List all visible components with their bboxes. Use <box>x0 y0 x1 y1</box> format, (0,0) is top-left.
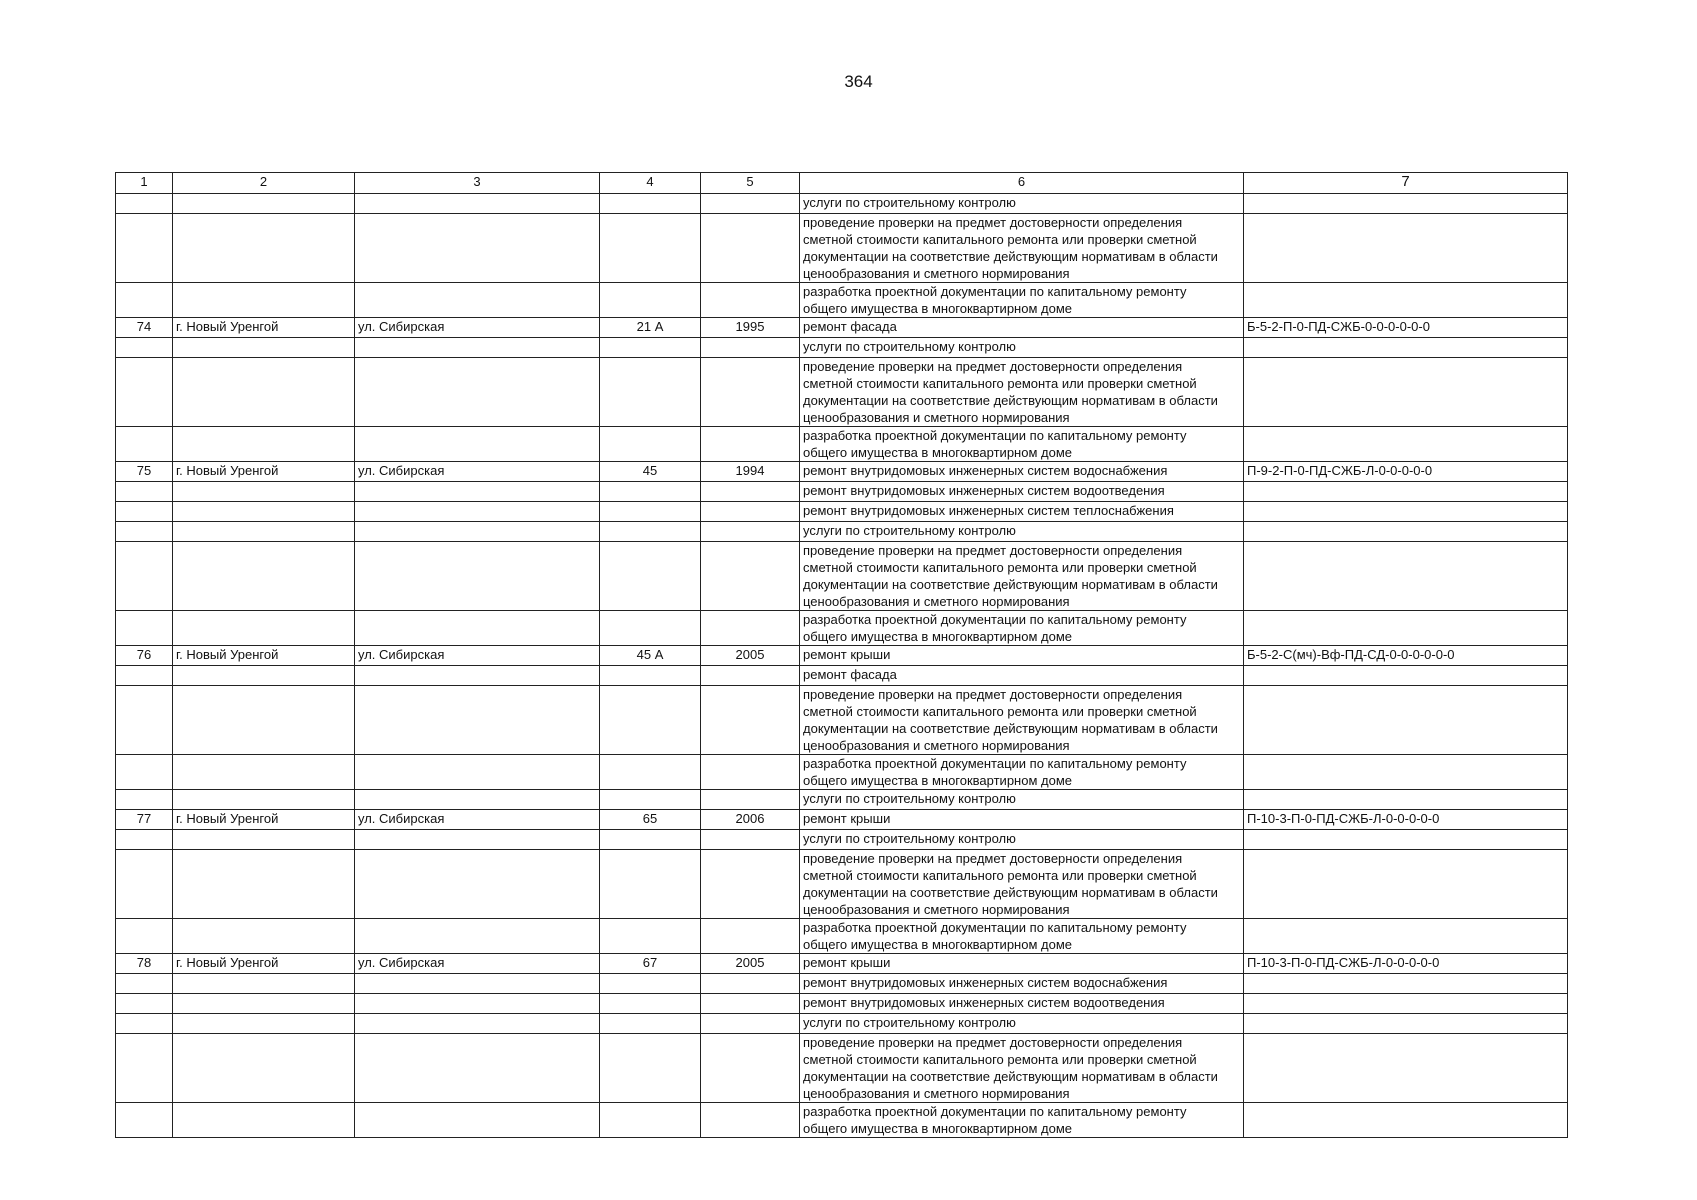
cell-year <box>701 994 800 1014</box>
table-row <box>116 502 1568 522</box>
cell-work-type: разработка проектной документации по капитальному ремонту общего имущества в многоквартирном доме <box>800 283 1244 318</box>
cell-street: ул. Сибирская <box>355 462 600 482</box>
cell-code <box>1244 850 1568 919</box>
cell-street <box>355 686 600 755</box>
cell-work-type: услуги по строительному контролю <box>800 338 1244 358</box>
cell-work-type: ремонт внутридомовых инженерных систем водоснабжения <box>800 462 1244 482</box>
table-row <box>116 974 1568 994</box>
cell-year <box>701 522 800 542</box>
cell-city <box>173 850 355 919</box>
cell-number <box>116 283 173 318</box>
cell-house <box>600 919 701 954</box>
table-row <box>116 427 1568 462</box>
cell-code: П-9-2-П-0-ПД-СЖБ-Л-0-0-0-0-0 <box>1244 462 1568 482</box>
cell-city <box>173 686 355 755</box>
cell-work-type: услуги по строительному контролю <box>800 790 1244 810</box>
cell-year <box>701 666 800 686</box>
cell-number <box>116 522 173 542</box>
cell-year <box>701 686 800 755</box>
cell-house <box>600 686 701 755</box>
cell-house <box>600 974 701 994</box>
cell-code <box>1244 755 1568 790</box>
table-body <box>116 194 1568 1138</box>
cell-house <box>600 1103 701 1138</box>
cell-city <box>173 214 355 283</box>
cell-work-type: ремонт фасада <box>800 318 1244 338</box>
cell-work-type: ремонт внутридомовых инженерных систем водоснабжения <box>800 974 1244 994</box>
cell-code <box>1244 994 1568 1014</box>
cell-code: П-10-3-П-0-ПД-СЖБ-Л-0-0-0-0-0 <box>1244 954 1568 974</box>
cell-work-type: ремонт крыши <box>800 954 1244 974</box>
cell-street <box>355 755 600 790</box>
cell-city <box>173 755 355 790</box>
cell-house <box>600 482 701 502</box>
cell-work-type: разработка проектной документации по капитальному ремонту общего имущества в многоквартирном доме <box>800 919 1244 954</box>
table-row <box>116 522 1568 542</box>
cell-number <box>116 686 173 755</box>
cell-year <box>701 482 800 502</box>
cell-work-type: проведение проверки на предмет достоверности определения сметной стоимости капитального ремонта или проверки сметной документации на соответствие действующим нормативам в области ценообразования и сметного нормирования <box>800 542 1244 611</box>
cell-house <box>600 994 701 1014</box>
cell-street <box>355 994 600 1014</box>
cell-city <box>173 611 355 646</box>
cell-year <box>701 1034 800 1103</box>
cell-street: ул. Сибирская <box>355 646 600 666</box>
cell-code <box>1244 427 1568 462</box>
cell-work-type: услуги по строительному контролю <box>800 830 1244 850</box>
cell-city <box>173 338 355 358</box>
cell-city <box>173 919 355 954</box>
table-row <box>116 462 1568 482</box>
cell-street <box>355 427 600 462</box>
table-row <box>116 318 1568 338</box>
cell-code <box>1244 790 1568 810</box>
cell-work-type: услуги по строительному контролю <box>800 194 1244 214</box>
cell-number <box>116 850 173 919</box>
cell-number <box>116 974 173 994</box>
header-col-3: 3 <box>355 173 600 194</box>
cell-street <box>355 502 600 522</box>
cell-house <box>600 358 701 427</box>
cell-work-type: ремонт крыши <box>800 810 1244 830</box>
cell-house <box>600 338 701 358</box>
cell-number: 74 <box>116 318 173 338</box>
cell-code: Б-5-2-П-0-ПД-СЖБ-0-0-0-0-0-0 <box>1244 318 1568 338</box>
cell-street <box>355 1014 600 1034</box>
cell-year: 1995 <box>701 318 800 338</box>
cell-work-type: ремонт крыши <box>800 646 1244 666</box>
cell-code <box>1244 338 1568 358</box>
cell-house <box>600 666 701 686</box>
table-row <box>116 830 1568 850</box>
page-number: 364 <box>844 72 873 91</box>
cell-work-type: услуги по строительному контролю <box>800 522 1244 542</box>
cell-city <box>173 790 355 810</box>
cell-city <box>173 283 355 318</box>
cell-city <box>173 482 355 502</box>
cell-code <box>1244 502 1568 522</box>
cell-work-type: проведение проверки на предмет достоверности определения сметной стоимости капитального ремонта или проверки сметной документации на соответствие действующим нормативам в области ценообразования и сметного нормирования <box>800 686 1244 755</box>
cell-house <box>600 850 701 919</box>
cell-house: 21 А <box>600 318 701 338</box>
cell-code <box>1244 214 1568 283</box>
cell-code <box>1244 830 1568 850</box>
cell-code <box>1244 358 1568 427</box>
cell-number <box>116 666 173 686</box>
header-col-2: 2 <box>173 173 355 194</box>
cell-year <box>701 830 800 850</box>
cell-city <box>173 1014 355 1034</box>
cell-number: 78 <box>116 954 173 974</box>
cell-street <box>355 214 600 283</box>
table-row <box>116 919 1568 954</box>
cell-work-type: разработка проектной документации по капитальному ремонту общего имущества в многоквартирном доме <box>800 1103 1244 1138</box>
table-header-row <box>116 173 1568 194</box>
cell-year <box>701 283 800 318</box>
cell-code <box>1244 1014 1568 1034</box>
cell-street <box>355 194 600 214</box>
cell-city <box>173 830 355 850</box>
cell-city <box>173 358 355 427</box>
table-row <box>116 1103 1568 1138</box>
cell-year: 2005 <box>701 646 800 666</box>
table-row <box>116 646 1568 666</box>
cell-year <box>701 194 800 214</box>
cell-number <box>116 790 173 810</box>
cell-code <box>1244 283 1568 318</box>
cell-house <box>600 194 701 214</box>
cell-city: г. Новый Уренгой <box>173 646 355 666</box>
table-row <box>116 686 1568 755</box>
cell-city <box>173 974 355 994</box>
cell-number <box>116 611 173 646</box>
works-table <box>115 172 1568 1138</box>
cell-work-type: проведение проверки на предмет достоверности определения сметной стоимости капитального ремонта или проверки сметной документации на соответствие действующим нормативам в области ценообразования и сметного нормирования <box>800 214 1244 283</box>
cell-year <box>701 850 800 919</box>
cell-year <box>701 974 800 994</box>
cell-house: 67 <box>600 954 701 974</box>
table-row <box>116 755 1568 790</box>
cell-house <box>600 427 701 462</box>
header-col-4: 4 <box>600 173 701 194</box>
cell-number <box>116 919 173 954</box>
cell-code <box>1244 686 1568 755</box>
cell-city: г. Новый Уренгой <box>173 954 355 974</box>
cell-street: ул. Сибирская <box>355 954 600 974</box>
cell-number <box>116 358 173 427</box>
cell-house <box>600 502 701 522</box>
cell-street <box>355 830 600 850</box>
cell-work-type: разработка проектной документации по капитальному ремонту общего имущества в многоквартирном доме <box>800 755 1244 790</box>
table-row <box>116 358 1568 427</box>
cell-house <box>600 522 701 542</box>
cell-city <box>173 194 355 214</box>
header-col-5: 5 <box>701 173 800 194</box>
table-row <box>116 338 1568 358</box>
table-row <box>116 790 1568 810</box>
cell-work-type: ремонт фасада <box>800 666 1244 686</box>
cell-code <box>1244 974 1568 994</box>
cell-city <box>173 542 355 611</box>
table-row <box>116 283 1568 318</box>
cell-work-type: ремонт внутридомовых инженерных систем теплоснабжения <box>800 502 1244 522</box>
table-row <box>116 954 1568 974</box>
cell-year <box>701 790 800 810</box>
table-row <box>116 194 1568 214</box>
cell-street: ул. Сибирская <box>355 810 600 830</box>
cell-house: 45 <box>600 462 701 482</box>
cell-street <box>355 542 600 611</box>
cell-number <box>116 502 173 522</box>
cell-city <box>173 666 355 686</box>
table-row <box>116 850 1568 919</box>
cell-work-type: ремонт внутридомовых инженерных систем водоотведения <box>800 482 1244 502</box>
cell-street <box>355 358 600 427</box>
cell-house: 45 А <box>600 646 701 666</box>
cell-number <box>116 755 173 790</box>
cell-year <box>701 755 800 790</box>
cell-number: 77 <box>116 810 173 830</box>
cell-street <box>355 611 600 646</box>
cell-year <box>701 358 800 427</box>
cell-year <box>701 1014 800 1034</box>
cell-code: П-10-3-П-0-ПД-СЖБ-Л-0-0-0-0-0 <box>1244 810 1568 830</box>
cell-house: 65 <box>600 810 701 830</box>
table-row <box>116 666 1568 686</box>
cell-year <box>701 919 800 954</box>
cell-work-type: услуги по строительному контролю <box>800 1014 1244 1034</box>
cell-year <box>701 1103 800 1138</box>
cell-year <box>701 427 800 462</box>
cell-number <box>116 427 173 462</box>
cell-year: 2006 <box>701 810 800 830</box>
cell-work-type: проведение проверки на предмет достоверности определения сметной стоимости капитального ремонта или проверки сметной документации на соответствие действующим нормативам в области ценообразования и сметного нормирования <box>800 850 1244 919</box>
table-row <box>116 810 1568 830</box>
table-row <box>116 994 1568 1014</box>
cell-street <box>355 1103 600 1138</box>
cell-year <box>701 542 800 611</box>
table-row <box>116 1034 1568 1103</box>
cell-house <box>600 830 701 850</box>
cell-work-type: проведение проверки на предмет достоверности определения сметной стоимости капитального ремонта или проверки сметной документации на соответствие действующим нормативам в области ценообразования и сметного нормирования <box>800 358 1244 427</box>
cell-code <box>1244 482 1568 502</box>
cell-street <box>355 850 600 919</box>
header-col-6: 6 <box>800 173 1244 194</box>
cell-number <box>116 830 173 850</box>
cell-city: г. Новый Уренгой <box>173 810 355 830</box>
header-col-7: 7 <box>1244 173 1568 194</box>
cell-number <box>116 994 173 1014</box>
cell-street <box>355 283 600 318</box>
cell-number <box>116 194 173 214</box>
cell-city <box>173 1034 355 1103</box>
cell-house <box>600 790 701 810</box>
cell-city <box>173 994 355 1014</box>
cell-code <box>1244 611 1568 646</box>
table-row <box>116 214 1568 283</box>
cell-house <box>600 214 701 283</box>
cell-year <box>701 502 800 522</box>
cell-code <box>1244 522 1568 542</box>
cell-house <box>600 542 701 611</box>
cell-year: 2005 <box>701 954 800 974</box>
cell-code <box>1244 919 1568 954</box>
cell-year <box>701 214 800 283</box>
cell-street <box>355 790 600 810</box>
cell-code <box>1244 542 1568 611</box>
cell-number <box>116 1014 173 1034</box>
cell-work-type: ремонт внутридомовых инженерных систем водоотведения <box>800 994 1244 1014</box>
cell-house <box>600 1034 701 1103</box>
cell-number <box>116 214 173 283</box>
table-row <box>116 482 1568 502</box>
cell-house <box>600 611 701 646</box>
cell-city <box>173 522 355 542</box>
cell-code <box>1244 194 1568 214</box>
table-row <box>116 1014 1568 1034</box>
cell-street <box>355 338 600 358</box>
cell-code <box>1244 1103 1568 1138</box>
cell-number <box>116 338 173 358</box>
cell-city <box>173 427 355 462</box>
cell-code <box>1244 1034 1568 1103</box>
cell-code: Б-5-2-С(мч)-Вф-ПД-СД-0-0-0-0-0-0 <box>1244 646 1568 666</box>
cell-number: 75 <box>116 462 173 482</box>
header-col-1: 1 <box>116 173 173 194</box>
cell-year: 1994 <box>701 462 800 482</box>
cell-work-type: проведение проверки на предмет достоверности определения сметной стоимости капитального ремонта или проверки сметной документации на соответствие действующим нормативам в области ценообразования и сметного нормирования <box>800 1034 1244 1103</box>
cell-work-type: разработка проектной документации по капитальному ремонту общего имущества в многоквартирном доме <box>800 427 1244 462</box>
cell-house <box>600 755 701 790</box>
cell-street <box>355 482 600 502</box>
cell-street: ул. Сибирская <box>355 318 600 338</box>
cell-street <box>355 522 600 542</box>
cell-house <box>600 283 701 318</box>
table-row <box>116 611 1568 646</box>
cell-city <box>173 502 355 522</box>
table-row <box>116 542 1568 611</box>
cell-work-type: разработка проектной документации по капитальному ремонту общего имущества в многоквартирном доме <box>800 611 1244 646</box>
cell-number <box>116 1103 173 1138</box>
cell-number <box>116 1034 173 1103</box>
cell-year <box>701 338 800 358</box>
cell-city: г. Новый Уренгой <box>173 318 355 338</box>
cell-street <box>355 919 600 954</box>
cell-code <box>1244 666 1568 686</box>
cell-street <box>355 666 600 686</box>
cell-house <box>600 1014 701 1034</box>
cell-street <box>355 974 600 994</box>
cell-street <box>355 1034 600 1103</box>
cell-city: г. Новый Уренгой <box>173 462 355 482</box>
cell-city <box>173 1103 355 1138</box>
cell-number: 76 <box>116 646 173 666</box>
cell-number <box>116 542 173 611</box>
cell-number <box>116 482 173 502</box>
cell-year <box>701 611 800 646</box>
